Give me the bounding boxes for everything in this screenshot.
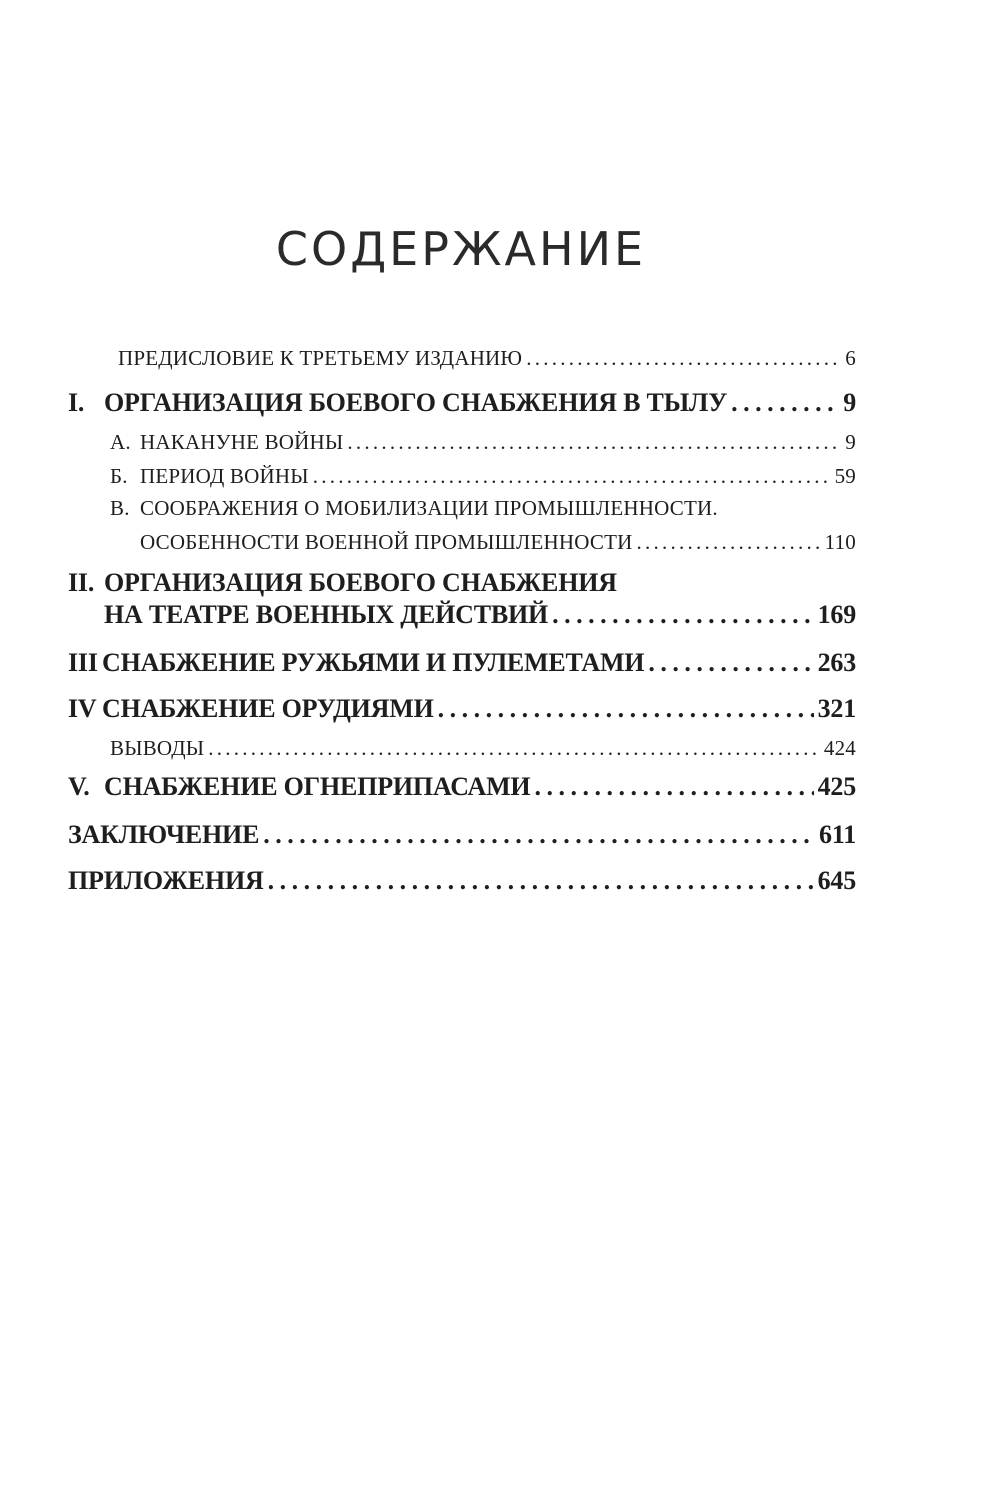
dot-leader [268,866,814,896]
toc-entry-label: СНАБЖЕНИЕ ОРУДИЯМИ [102,694,434,723]
toc-entry-label: СНАБЖЕНИЕ ОГНЕПРИПАСАМИ [104,772,531,801]
toc-entry-label: ВЫВОДЫ [110,736,205,760]
dot-leader [438,694,814,724]
chapter-number: II. [68,568,95,597]
dot-leader [731,388,839,418]
dot-leader [526,346,841,371]
toc-entry-preface[interactable] [118,346,856,371]
toc-page-number: 9 [845,430,856,454]
toc-page-number: 169 [817,600,856,629]
toc-entry-conclusion[interactable] [68,820,856,850]
chapter-number: I. [68,388,85,417]
toc-page-number: 645 [817,866,856,895]
toc-entry-chapter-5[interactable] [68,772,856,802]
toc-entry-appendices[interactable] [68,866,856,896]
toc-entry-label: ЗАКЛЮЧЕНИЕ [68,820,260,849]
toc-entry-chapter-2-line1[interactable] [68,568,617,598]
toc-entry-label: НАКАНУНЕ ВОЙНЫ [140,430,344,454]
toc-page-number: 263 [817,648,856,677]
toc-page-number: 110 [824,530,856,554]
toc-entry-conclusions[interactable] [110,736,856,761]
toc-entry-label: НА ТЕАТРЕ ВОЕННЫХ ДЕЙСТВИЙ [104,600,549,629]
section-letter: В. [110,496,130,520]
page-title: СОДЕРЖАНИЕ [275,222,647,276]
toc-entry-label: СНАБЖЕНИЕ РУЖЬЯМИ И ПУЛЕМЕТАМИ [102,648,645,677]
toc-entry-section-1c[interactable] [140,530,856,555]
toc-entry-label: ОРГАНИЗАЦИЯ БОЕВОГО СНАБЖЕНИЯ [104,568,617,597]
toc-entry-chapter-4[interactable] [68,694,856,724]
section-letter: А. [110,430,131,454]
toc-page-number: 6 [845,346,856,370]
toc-entry-chapter-2[interactable] [104,600,856,630]
dot-leader [313,464,831,489]
toc-entry-label: ПЕРИОД ВОЙНЫ [140,464,309,488]
toc-entry-section-1c-line1[interactable] [110,496,718,521]
toc-entry-label: ОСОБЕННОСТИ ВОЕННОЙ ПРОМЫШЛЕННОСТИ [140,530,633,554]
toc-entry-chapter-3[interactable] [68,648,856,678]
dot-leader [552,600,814,630]
toc-entry-label: ПРЕДИСЛОВИЕ К ТРЕТЬЕМУ ИЗДАНИЮ [118,346,523,370]
toc-page-number: 424 [823,736,856,760]
toc-page-number: 9 [843,388,856,417]
toc-page-number: 59 [834,464,856,488]
toc-page-number: 321 [817,694,856,723]
dot-leader [263,820,815,850]
toc-entry-label: ПРИЛОЖЕНИЯ [68,866,264,895]
dot-leader [636,530,820,555]
chapter-number: III [68,648,98,677]
dot-leader [208,736,820,761]
section-letter: Б. [110,464,128,488]
toc-page-number: 611 [819,820,856,849]
toc-entry-section-1b[interactable] [110,464,856,489]
dot-leader [534,772,813,802]
dot-leader [347,430,841,455]
toc-entry-chapter-1[interactable] [68,388,856,418]
toc-entry-label: СООБРАЖЕНИЯ О МОБИЛИЗАЦИИ ПРОМЫШЛЕННОСТИ. [140,496,718,520]
toc-entry-label: ОРГАНИЗАЦИЯ БОЕВОГО СНАБЖЕНИЯ В ТЫЛУ [104,388,728,417]
chapter-number: IV [68,694,97,723]
dot-leader [648,648,813,678]
chapter-number: V. [68,772,90,801]
toc-entry-section-1a[interactable] [110,430,856,455]
toc-page-number: 425 [817,772,856,801]
